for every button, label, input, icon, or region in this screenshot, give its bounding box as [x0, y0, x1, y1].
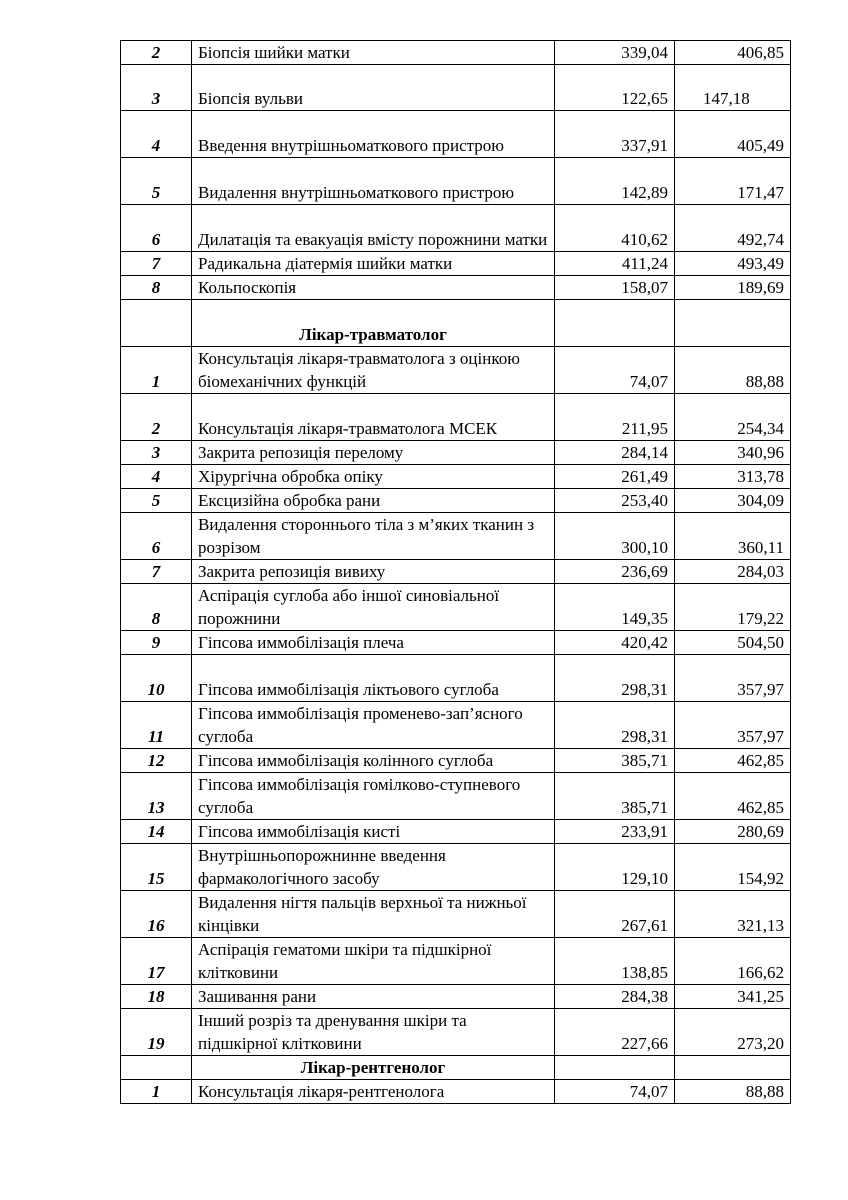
- service-name: Введення внутрішньоматкового пристрою: [192, 111, 555, 158]
- price-with-vat: 493,49: [675, 252, 791, 276]
- table-row: [121, 773, 791, 820]
- row-number: 17: [121, 938, 192, 985]
- table-row: [121, 631, 791, 655]
- price-without-vat: 227,66: [555, 1009, 675, 1056]
- service-name: Гіпсова иммобілізація гомілково-ступневого суглоба: [192, 773, 555, 820]
- price-without-vat: 284,14: [555, 441, 675, 465]
- service-name: Консультація лікаря-травматолога з оцінкою біомеханічних функцій: [192, 347, 555, 394]
- section-row: [121, 1056, 791, 1080]
- price-without-vat: 129,10: [555, 844, 675, 891]
- price-with-vat: 340,96: [675, 441, 791, 465]
- price-with-vat: 504,50: [675, 631, 791, 655]
- price-table-body: [121, 41, 791, 1104]
- row-number: 5: [121, 489, 192, 513]
- row-number: 11: [121, 702, 192, 749]
- table-row: [121, 584, 791, 631]
- service-name: Гіпсова иммобілізація ліктьового суглоба: [192, 655, 555, 702]
- price-without-vat: 149,35: [555, 584, 675, 631]
- price-with-vat: 88,88: [675, 347, 791, 394]
- price-without-vat: 284,38: [555, 985, 675, 1009]
- row-number: 7: [121, 252, 192, 276]
- table-row: [121, 465, 791, 489]
- service-name: Видалення нігтя пальців верхньої та нижньої кінцівки: [192, 891, 555, 938]
- price-with-vat: 341,25: [675, 985, 791, 1009]
- table-row: [121, 702, 791, 749]
- price-with-vat: 88,88: [675, 1080, 791, 1104]
- price-without-vat: 385,71: [555, 749, 675, 773]
- row-number: 15: [121, 844, 192, 891]
- price-with-vat: 462,85: [675, 749, 791, 773]
- service-name: Кольпоскопія: [192, 276, 555, 300]
- service-name: Біопсія вульви: [192, 65, 555, 111]
- service-name: Внутрішньопорожнинне введення фармакологічного засобу: [192, 844, 555, 891]
- price-without-vat: 410,62: [555, 205, 675, 252]
- table-row: [121, 1080, 791, 1104]
- service-name: Аспірація гематоми шкіри та підшкірної клітковини: [192, 938, 555, 985]
- row-number: 8: [121, 584, 192, 631]
- price-with-vat: 406,85: [675, 41, 791, 65]
- service-name: Гіпсова иммобілізація колінного суглоба: [192, 749, 555, 773]
- row-number: 13: [121, 773, 192, 820]
- price-without-vat: 339,04: [555, 41, 675, 65]
- row-number: 3: [121, 441, 192, 465]
- row-number: 9: [121, 631, 192, 655]
- service-name: Інший розріз та дренування шкіри та підшкірної клітковини: [192, 1009, 555, 1056]
- service-name: Хірургічна обробка опіку: [192, 465, 555, 489]
- price-with-vat: 284,03: [675, 560, 791, 584]
- table-row: [121, 891, 791, 938]
- price-without-vat: 233,91: [555, 820, 675, 844]
- price-without-vat: 138,85: [555, 938, 675, 985]
- price-without-vat: 298,31: [555, 702, 675, 749]
- service-name: Закрита репозиція перелому: [192, 441, 555, 465]
- row-number: 2: [121, 41, 192, 65]
- price-with-vat: 321,13: [675, 891, 791, 938]
- price-table: [120, 40, 791, 1104]
- price-without-vat: 142,89: [555, 158, 675, 205]
- price-with-vat: 357,97: [675, 655, 791, 702]
- row-number: 8: [121, 276, 192, 300]
- service-name: Видалення внутрішньоматкового пристрою: [192, 158, 555, 205]
- price-with-vat: 189,69: [675, 276, 791, 300]
- table-row: [121, 41, 791, 65]
- price-with-vat: 304,09: [675, 489, 791, 513]
- row-number: 16: [121, 891, 192, 938]
- price-without-vat: 337,91: [555, 111, 675, 158]
- row-number: 5: [121, 158, 192, 205]
- row-number: 2: [121, 394, 192, 441]
- price-without-vat: 122,65: [555, 65, 675, 111]
- price-without-vat: 261,49: [555, 465, 675, 489]
- row-number: 1: [121, 1080, 192, 1104]
- table-row: [121, 820, 791, 844]
- table-row: [121, 252, 791, 276]
- service-name: Гіпсова иммобілізація променево-зап’ясного суглоба: [192, 702, 555, 749]
- row-number: [121, 300, 192, 347]
- price-with-vat: 154,92: [675, 844, 791, 891]
- service-name: Радикальна діатермія шийки матки: [192, 252, 555, 276]
- price-without-vat: 211,95: [555, 394, 675, 441]
- price-without-vat: 158,07: [555, 276, 675, 300]
- price-with-vat: 492,74: [675, 205, 791, 252]
- service-name: Гіпсова иммобілізація кисті: [192, 820, 555, 844]
- price-cell: [555, 1056, 675, 1080]
- price-without-vat: 411,24: [555, 252, 675, 276]
- table-row: [121, 938, 791, 985]
- table-row: [121, 844, 791, 891]
- service-name: Зашивання рани: [192, 985, 555, 1009]
- price-without-vat: 236,69: [555, 560, 675, 584]
- section-title: Лікар-травматолог: [192, 300, 555, 347]
- price-with-vat: 313,78: [675, 465, 791, 489]
- service-name: Біопсія шийки матки: [192, 41, 555, 65]
- table-row: [121, 513, 791, 560]
- price-without-vat: 253,40: [555, 489, 675, 513]
- price-without-vat: 298,31: [555, 655, 675, 702]
- row-number: 6: [121, 513, 192, 560]
- table-row: [121, 441, 791, 465]
- table-row: [121, 65, 791, 111]
- service-name: Аспірація суглоба або іншої синовіальної порожнини: [192, 584, 555, 631]
- table-row: [121, 347, 791, 394]
- section-title: Лікар-рентгенолог: [192, 1056, 555, 1080]
- row-number: 19: [121, 1009, 192, 1056]
- price-with-vat: 280,69: [675, 820, 791, 844]
- service-name: Дилатація та евакуація вмісту порожнини матки: [192, 205, 555, 252]
- row-number: 3: [121, 65, 192, 111]
- table-row: [121, 394, 791, 441]
- table-row: [121, 205, 791, 252]
- price-without-vat: 267,61: [555, 891, 675, 938]
- price-without-vat: 300,10: [555, 513, 675, 560]
- price-with-vat: 405,49: [675, 111, 791, 158]
- row-number: 7: [121, 560, 192, 584]
- price-with-vat: 357,97: [675, 702, 791, 749]
- table-row: [121, 1009, 791, 1056]
- table-row: [121, 489, 791, 513]
- price-without-vat: 420,42: [555, 631, 675, 655]
- service-name: Консультація лікаря-рентгенолога: [192, 1080, 555, 1104]
- row-number: [121, 1056, 192, 1080]
- service-name: Ексцизійна обробка рани: [192, 489, 555, 513]
- service-name: Гіпсова иммобілізація плеча: [192, 631, 555, 655]
- section-row: [121, 300, 791, 347]
- price-with-vat: 171,47: [675, 158, 791, 205]
- row-number: 4: [121, 465, 192, 489]
- price-cell: [675, 1056, 791, 1080]
- table-row: [121, 111, 791, 158]
- table-row: [121, 276, 791, 300]
- price-with-vat: 179,22: [675, 584, 791, 631]
- table-row: [121, 655, 791, 702]
- price-with-vat: 166,62: [675, 938, 791, 985]
- price-with-vat: 254,34: [675, 394, 791, 441]
- row-number: 4: [121, 111, 192, 158]
- price-with-vat: 273,20: [675, 1009, 791, 1056]
- price-cell: [555, 300, 675, 347]
- row-number: 18: [121, 985, 192, 1009]
- price-cell: [675, 300, 791, 347]
- service-name: Закрита репозиція вивиху: [192, 560, 555, 584]
- row-number: 6: [121, 205, 192, 252]
- service-name: Консультація лікаря-травматолога МСЕК: [192, 394, 555, 441]
- table-row: [121, 158, 791, 205]
- table-row: [121, 560, 791, 584]
- price-with-vat: 147,18: [675, 65, 791, 111]
- price-with-vat: 360,11: [675, 513, 791, 560]
- price-without-vat: 385,71: [555, 773, 675, 820]
- price-without-vat: 74,07: [555, 1080, 675, 1104]
- row-number: 12: [121, 749, 192, 773]
- price-with-vat: 462,85: [675, 773, 791, 820]
- row-number: 10: [121, 655, 192, 702]
- service-name: Видалення стороннього тіла з м’яких тканин з розрізом: [192, 513, 555, 560]
- row-number: 1: [121, 347, 192, 394]
- table-row: [121, 985, 791, 1009]
- row-number: 14: [121, 820, 192, 844]
- price-without-vat: 74,07: [555, 347, 675, 394]
- table-row: [121, 749, 791, 773]
